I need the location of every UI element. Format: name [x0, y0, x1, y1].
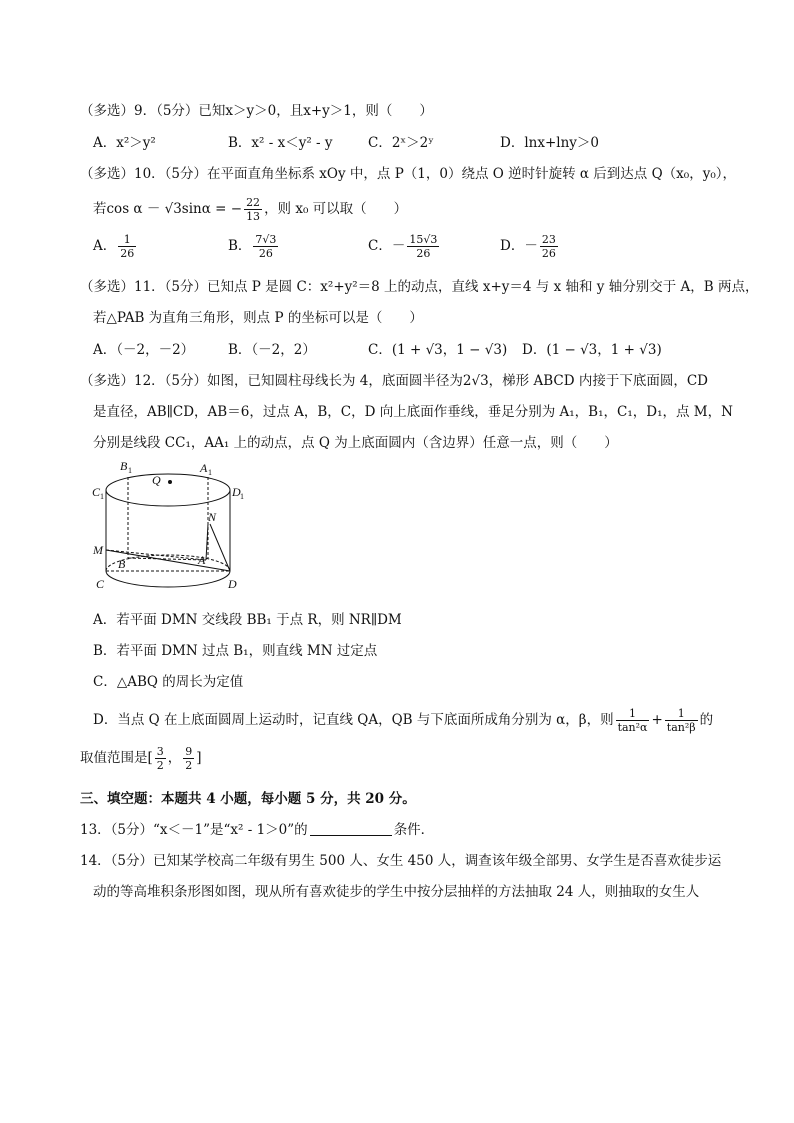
- q10-stem: （多选）10．（5分）在平面直角坐标系 xOy 中，点 P（1，0）绕点 O 逆时针旋转 α 后到达点 Q（x₀，y₀），: [80, 166, 736, 182]
- label-a1: A: [200, 461, 208, 475]
- q10-option-c: [368, 232, 441, 260]
- segment-b-to-a: [128, 558, 206, 560]
- fraction-numerator: 22: [246, 196, 261, 209]
- q11-option-c: C．(1 + √3，1 − √3): [368, 342, 508, 358]
- q13-answer-blank[interactable]: [310, 821, 392, 836]
- fraction-numerator: 1: [118, 233, 136, 247]
- option-label: C．－: [368, 238, 406, 254]
- label-a1-sub: 1: [208, 468, 212, 477]
- fraction-numerator: 15√3: [409, 233, 438, 246]
- label-b1-sub: 1: [128, 466, 132, 475]
- option-d-fraction-2: [665, 707, 698, 734]
- q12-option-d-range: [80, 743, 202, 773]
- option-label: A．: [93, 238, 117, 254]
- point-q: [168, 480, 172, 484]
- q10-option-d: [500, 232, 560, 260]
- cylinder-figure: [88, 456, 248, 596]
- q12-option-c: C．△ABQ 的周长为定值: [93, 674, 244, 690]
- q13-pre: 13．（5分）“x＜－1”是“x² - 1＞0”的: [80, 822, 308, 838]
- fraction-denominator: 13: [246, 210, 261, 223]
- fraction-denominator: 2: [185, 759, 193, 772]
- fraction-numerator: 9: [185, 745, 193, 758]
- q10-option-a: [93, 232, 138, 260]
- fraction-numerator: 3: [156, 745, 164, 758]
- label-c: C: [96, 577, 105, 591]
- range-pre: 取值范围是[: [80, 750, 153, 766]
- q12-option-b: B．若平面 DMN 过点 B₁，则直线 MN 过定点: [93, 643, 378, 659]
- q9-stem: （多选）9．（5分）已知x＞y＞0，且x+y＞1，则（ ）: [80, 103, 433, 119]
- option-d-pre: D．当点 Q 在上底面圆周上运动时，记直线 QA，QB 与下底面所成角分别为 α，β，则: [93, 712, 614, 728]
- label-n: N: [208, 510, 217, 524]
- option-label: D．－: [500, 238, 538, 254]
- q11-stem-line1: （多选）11．（5分）已知点 P 是圆 C：x²+y²＝8 上的动点，直线 x+y＝4 与 x 轴和 y 轴分别交于 A，B 两点，: [80, 279, 759, 295]
- q11-option-a: A．（－2，－2）: [93, 342, 195, 358]
- option-d-fraction-1: [616, 707, 650, 734]
- q9-option-c: C．2ˣ＞2ʸ: [368, 135, 434, 151]
- label-b1: B: [120, 459, 128, 473]
- fraction-denominator: tan²α: [617, 721, 648, 734]
- label-q: Q: [152, 473, 161, 487]
- q12-option-a: A．若平面 DMN 交线段 BB₁ 于点 R，则 NR∥DM: [93, 612, 402, 628]
- q10-option-b: [228, 232, 280, 260]
- q14-stem-line1: 14．（5分）已知某学校高二年级有男生 500 人、女生 450 人，调查该年级全部男、女学生是否喜欢徒步运: [80, 853, 722, 869]
- label-m: M: [93, 543, 103, 557]
- q10-condition-pre: 若cos α － √3sinα = −: [93, 201, 243, 217]
- fraction-numerator: 23: [541, 233, 556, 246]
- label-d: D: [228, 577, 237, 591]
- q12-stem-line2: 是直径，AB∥CD，AB＝6，过点 A，B，C，D 向上底面作垂线，垂足分别为 A₁，B₁，C₁，D₁，点 M，N: [93, 404, 733, 420]
- q12-stem-line1: （多选）12．（5分）如图，已知圆柱母线长为 4，底面圆半径为2√3，梯形 ABCD 内接于下底面圆，CD: [80, 373, 708, 389]
- q12-option-d: [93, 705, 713, 735]
- bottom-base-front-arc: [106, 571, 230, 587]
- label-b: B: [118, 557, 126, 571]
- label-d1: D: [232, 485, 241, 499]
- option-fraction: [540, 233, 558, 260]
- fraction-denominator: 26: [541, 247, 556, 260]
- fraction-denominator: tan²β: [666, 721, 696, 734]
- option-fraction: [118, 233, 136, 260]
- q11-option-b: B．（－2，2）: [228, 342, 316, 358]
- range-post: ]: [196, 750, 202, 766]
- q13-post: 条件．: [393, 822, 435, 838]
- q9-option-a: A．x²＞y²: [93, 135, 156, 151]
- option-fraction: [407, 233, 439, 260]
- option-fraction: [253, 233, 278, 260]
- fraction-denominator: 26: [258, 247, 273, 260]
- q14-stem-line2: 动的等高堆积条形图如图，现从所有喜欢徒步的学生中按分层抽样的方法抽取 24 人，则抽取的女生人: [93, 884, 700, 900]
- option-d-post: 的: [699, 712, 714, 728]
- q10-condition-fraction: [244, 196, 262, 223]
- fraction-denominator: 26: [416, 247, 431, 260]
- fraction-denominator: 2: [156, 759, 164, 772]
- fraction-denominator: 26: [120, 247, 135, 260]
- segment-n-to-d: [210, 524, 230, 571]
- fraction-numerator: 1: [665, 707, 698, 721]
- plus-sign: +: [651, 712, 663, 728]
- label-d1-sub: 1: [240, 492, 244, 501]
- label-c1: C: [92, 485, 101, 499]
- range-fraction-1: [155, 745, 166, 772]
- q9-option-b: B．x² - x＜y² - y: [228, 135, 333, 151]
- section-3-heading: 三、填空题：本题共 4 小题，每小题 5 分，共 20 分。: [80, 791, 416, 807]
- q11-option-d: D．(1 − √3，1 + √3): [522, 342, 662, 358]
- q10-condition-post: ，则 x₀ 可以取（ ）: [264, 201, 408, 217]
- q9-option-d: D．lnx+lny＞0: [500, 135, 599, 151]
- range-separator: ，: [167, 750, 182, 766]
- fraction-numerator: 7√3: [255, 233, 277, 246]
- label-c1-sub: 1: [100, 492, 104, 501]
- fraction-numerator: 1: [616, 707, 650, 721]
- q13-stem: [80, 820, 434, 840]
- range-fraction-2: [183, 745, 194, 772]
- q11-stem-line2: 若△PAB 为直角三角形，则点 P 的坐标可以是（ ）: [93, 310, 423, 326]
- q10-condition: [93, 195, 407, 223]
- label-a: A: [198, 553, 206, 567]
- q12-stem-line3: 分别是线段 CC₁，AA₁ 上的动点，点 Q 为上底面圆内（含边界）任意一点，则（ ）: [93, 435, 618, 451]
- top-base-ellipse: [106, 474, 230, 506]
- option-label: B．: [228, 238, 252, 254]
